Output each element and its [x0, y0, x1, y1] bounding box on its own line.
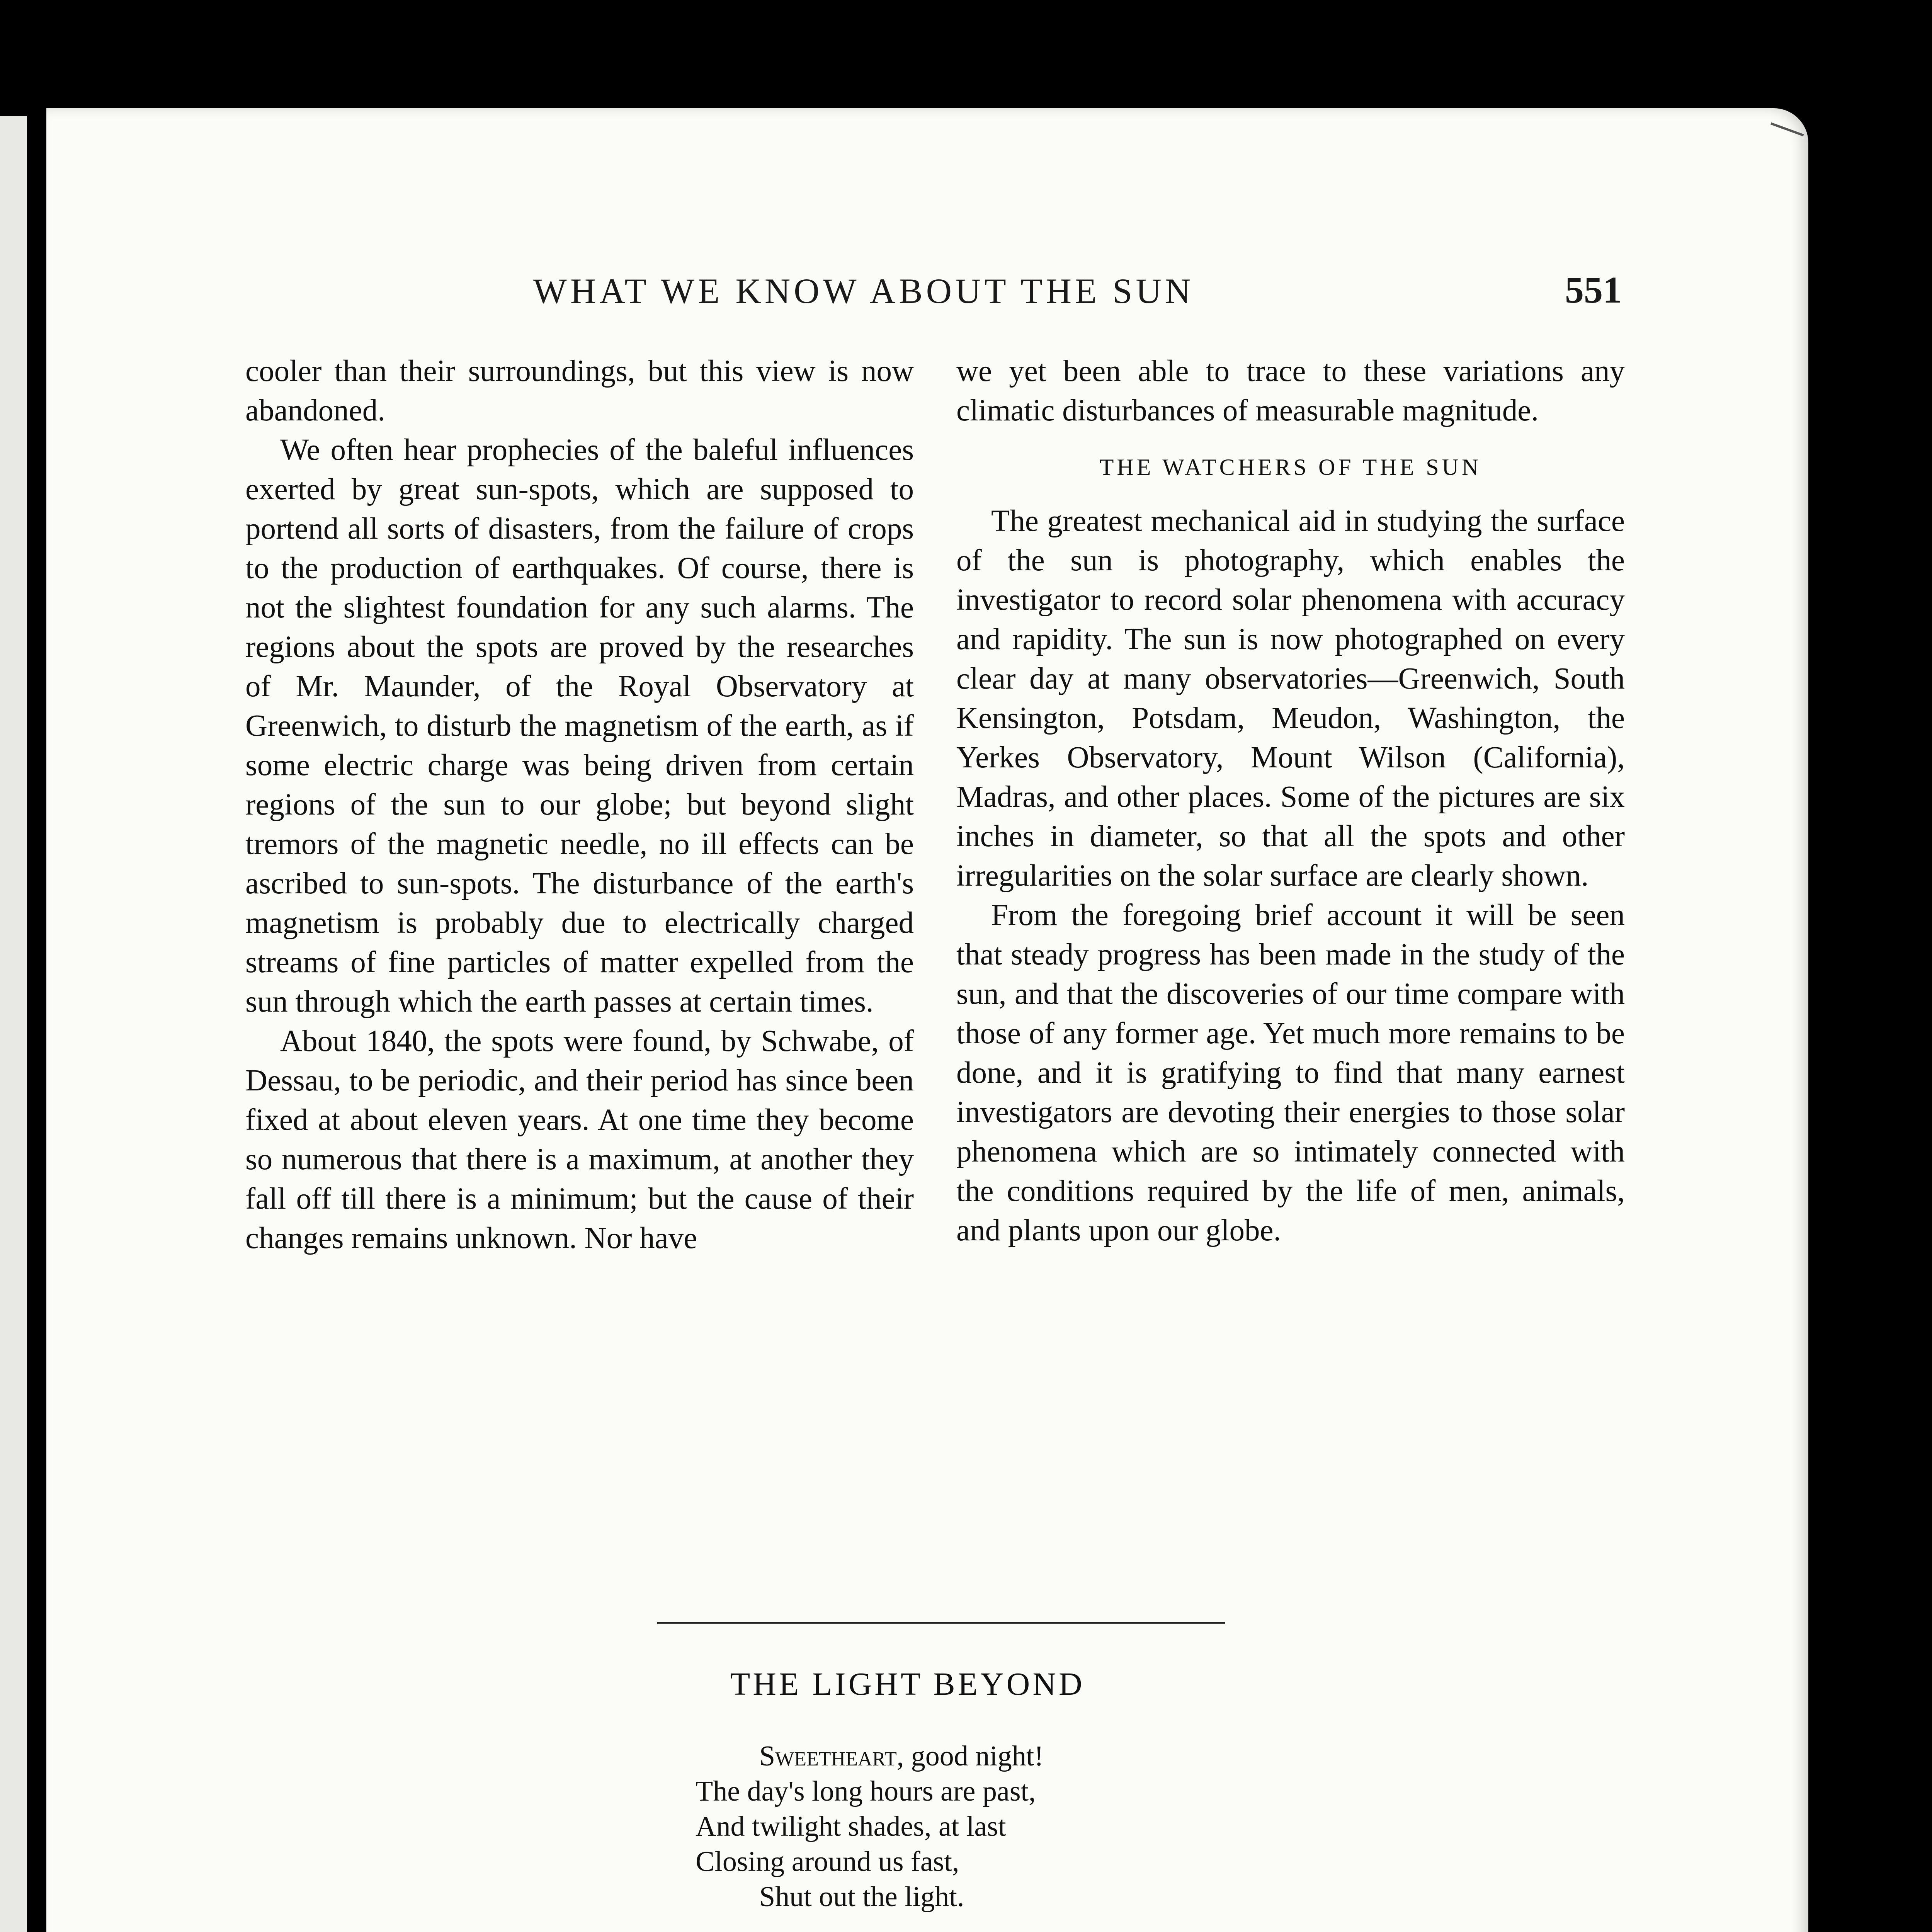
- right-paragraph-1: we yet been able to trace to these variations any climatic disturbances of measurable magnitude.: [956, 354, 1625, 427]
- poem-line: Shut out the light.: [759, 1881, 964, 1913]
- poem-line-rest: , good night!: [896, 1740, 1044, 1772]
- page-number: 551: [1565, 269, 1622, 311]
- left-paragraph-2: We often hear prophecies of the baleful influences exerted by great sun-spots, which are supposed to portend all sorts of disasters, from the failure of crops to the production of earthquakes. Of course, there is not the slightest foundation for any such alarms. The regions about the spots are proved by the researches of Mr. Maunder, of the Royal Observatory at Greenwich, to disturb the magnetism of the earth, as if some electric charge was being driven from certain regions of the sun to our globe; but beyond slight tremors of the magnetic needle, no ill effects can be ascribed to sun-spots. The disturbance of the earth's magnetism is probably due to electrically charged streams of fine particles of matter expelled from the sun through which the earth passes at certain times.: [245, 433, 914, 1019]
- left-paragraph-3: About 1840, the spots were found, by Schwabe, of Dessau, to be periodic, and their period has since been fixed at about eleven years. At one time they become so numerous that there is a maximum, at another they fall off till there is a minimum; but the cause of their changes remains unknown. Nor have: [245, 1024, 914, 1255]
- right-column: [956, 352, 1625, 1250]
- poem-line: [696, 1739, 1044, 1774]
- facing-page-edge: [0, 116, 27, 1932]
- left-column: [245, 352, 914, 1258]
- running-head: WHAT WE KNOW ABOUT THE SUN: [533, 271, 1194, 311]
- right-paragraph-3: From the foregoing brief account it will be seen that steady progress has been made in the study of the sun, and that the discoveries of our time compare with those of any former age. Yet much more remains to be done, and it is gratifying to find that many earnest investigators are devoting their energies to those solar phenomena which are so intimately connected with the conditions required by the life of men, animals, and plants upon our globe.: [956, 898, 1625, 1247]
- poem-line: Closing around us fast,: [696, 1846, 959, 1878]
- poem-line-smallcaps: Sweetheart: [759, 1740, 897, 1772]
- poem-title: THE LIGHT BEYOND: [730, 1666, 1085, 1702]
- stanza-1: [696, 1739, 1044, 1915]
- poem-line: The day's long hours are past,: [696, 1776, 1036, 1807]
- section-divider: [657, 1622, 1225, 1624]
- section-heading: THE WATCHERS OF THE SUN: [1099, 454, 1482, 480]
- left-paragraph-1: cooler than their surroundings, but this view is now abandoned.: [245, 354, 914, 427]
- poem-line: And twilight shades, at last: [696, 1811, 1006, 1842]
- right-paragraph-2: The greatest mechanical aid in studying the surface of the sun is photography, which enables the investigator to record solar phenomena with accuracy and rapidity. The sun is now photographed on every clear day at many observatories—Greenwich, South Kensington, Potsdam, Meudon, Washington, the Yerkes Observatory, Mount Wilson (California), Madras, and other places. Some of the pictures are six inches in diameter, so that all the spots and other irregularities on the solar surface are clearly shown.: [956, 504, 1625, 893]
- poem-body: [696, 1739, 1044, 1932]
